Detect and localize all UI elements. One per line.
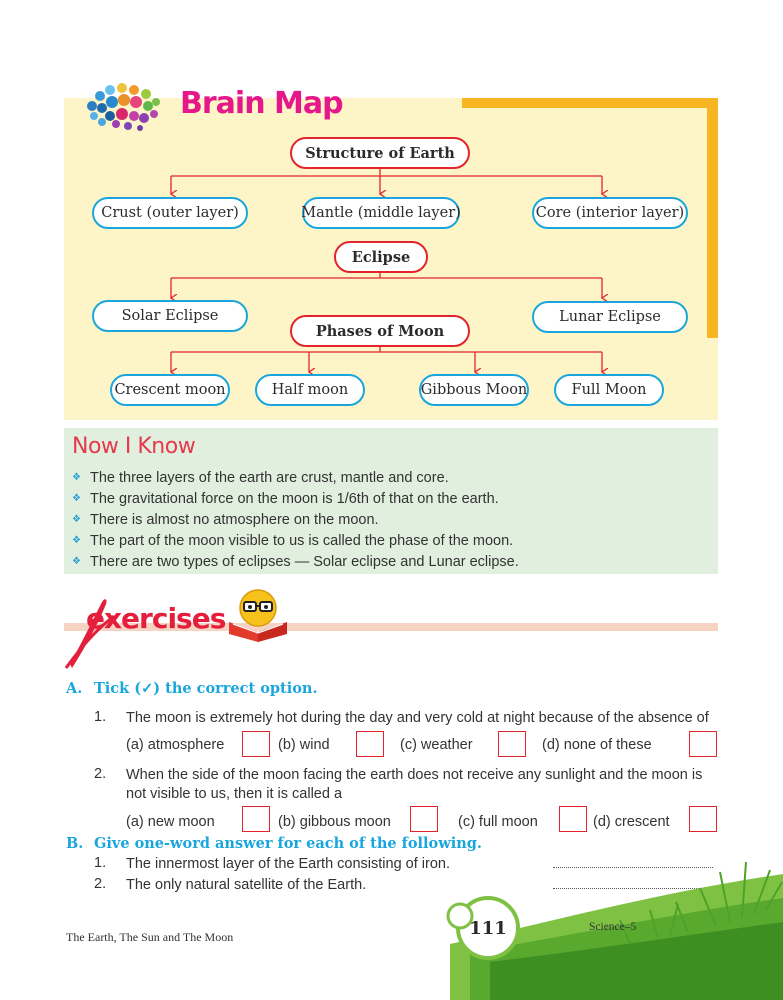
section-letter: B.	[66, 835, 84, 852]
node-eclipse: Eclipse	[334, 241, 428, 273]
list-item	[72, 488, 519, 509]
list-item-text: The three layers of the earth are crust, mantle and core.	[90, 469, 449, 486]
diamond-bullet-icon: ❖	[72, 556, 81, 567]
list-item-text: The part of the moon visible to us is called the phase of the moon.	[90, 532, 514, 549]
answer-checkbox[interactable]	[242, 806, 270, 832]
now-i-know-panel	[64, 428, 718, 574]
node-gibbous-moon: Gibbous Moon	[419, 374, 529, 406]
section-b-heading	[66, 835, 482, 852]
list-item	[72, 467, 519, 488]
exercises-title: exercises	[86, 602, 226, 635]
question-number: 2.	[94, 876, 107, 892]
diamond-bullet-icon: ❖	[72, 493, 81, 504]
list-item	[72, 530, 519, 551]
option-label: (d) crescent	[593, 814, 670, 830]
node-half-moon: Half moon	[255, 374, 365, 406]
option-label: (c) weather	[400, 737, 473, 753]
reading-smiley-icon	[225, 586, 291, 644]
list-item-text: There are two types of eclipses — Solar eclipse and Lunar eclipse.	[90, 553, 519, 570]
answer-checkbox[interactable]	[242, 731, 270, 757]
list-item	[72, 509, 519, 530]
option-label: (a) atmosphere	[126, 737, 225, 753]
node-crust: Crust (outer layer)	[92, 197, 248, 229]
section-letter: A.	[66, 680, 83, 697]
answer-checkbox[interactable]	[356, 731, 384, 757]
page-number: 111	[469, 917, 507, 939]
diamond-bullet-icon: ❖	[72, 472, 81, 483]
book-title: Science–5	[589, 921, 637, 933]
list-item	[72, 551, 519, 572]
option-label: (b) gibbous moon	[278, 814, 391, 830]
node-core: Core (interior layer)	[532, 197, 688, 229]
diamond-bullet-icon: ❖	[72, 535, 81, 546]
node-structure-of-earth: Structure of Earth	[290, 137, 470, 169]
node-solar-eclipse: Solar Eclipse	[92, 300, 248, 332]
question-number: 1.	[94, 709, 107, 725]
question-text: The only natural satellite of the Earth.	[126, 877, 367, 893]
answer-checkbox[interactable]	[559, 806, 587, 832]
answer-checkbox[interactable]	[689, 806, 717, 832]
now-i-know-title: Now I Know	[72, 434, 196, 459]
option-label: (a) new moon	[126, 814, 215, 830]
question-text: The moon is extremely hot during the day and very cold at night because of the absence of	[126, 710, 709, 726]
node-mantle: Mantle (middle layer)	[302, 197, 460, 229]
question-text: The innermost layer of the Earth consisting of iron.	[126, 856, 450, 872]
node-full-moon: Full Moon	[554, 374, 664, 406]
list-item-text: There is almost no atmosphere on the moon.	[90, 511, 379, 528]
option-label: (c) full moon	[458, 814, 538, 830]
node-phases-of-moon: Phases of Moon	[290, 315, 470, 347]
brain-map-title: Brain Map	[180, 86, 343, 121]
list-item-text: The gravitational force on the moon is 1/6th of that on the earth.	[90, 490, 499, 507]
node-lunar-eclipse: Lunar Eclipse	[532, 301, 688, 333]
answer-checkbox[interactable]	[689, 731, 717, 757]
option-label: (b) wind	[278, 737, 330, 753]
question-number: 2.	[94, 766, 107, 782]
diamond-bullet-icon: ❖	[72, 514, 81, 525]
question-number: 1.	[94, 855, 107, 871]
now-i-know-list	[72, 467, 519, 572]
node-crescent-moon: Crescent moon	[110, 374, 230, 406]
question-text: When the side of the moon facing the earth does not receive any sunlight and the moon is not visible to us, then it is called a	[126, 767, 703, 802]
section-a-heading	[66, 680, 318, 697]
section-heading-text: Give one-word answer for each of the following.	[94, 835, 482, 852]
chapter-title: The Earth, The Sun and The Moon	[66, 930, 234, 944]
option-label: (d) none of these	[542, 737, 652, 753]
section-heading-text: Tick (✓) the correct option.	[94, 680, 318, 697]
answer-checkbox[interactable]	[410, 806, 438, 832]
answer-checkbox[interactable]	[498, 731, 526, 757]
